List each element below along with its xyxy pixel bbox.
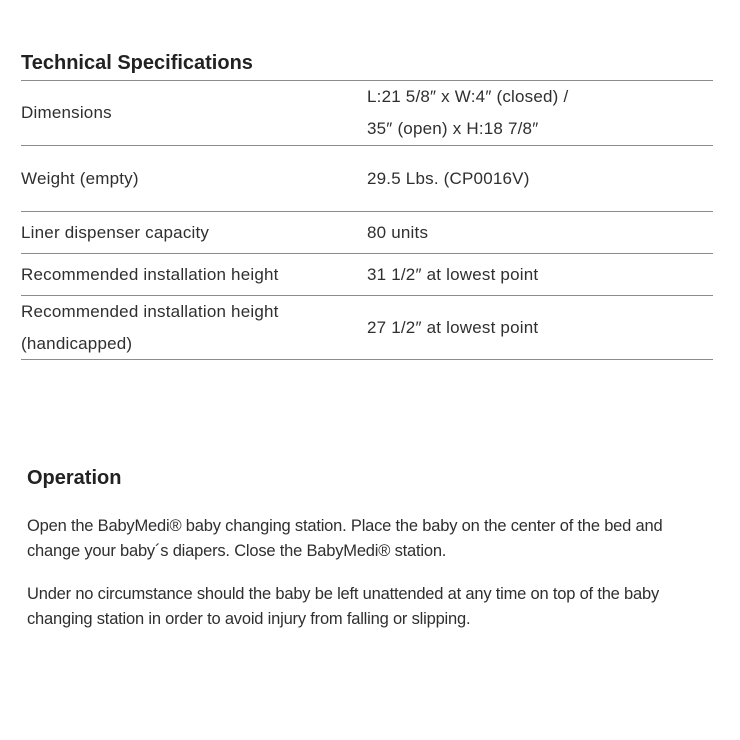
spec-value-line: 35″ (open) x H:18 7/8″: [367, 119, 539, 138]
spec-value-line: 29.5 Lbs. (CP0016V): [367, 168, 530, 188]
paragraph-line: change your baby´s diapers. Close the BabyMedi® station.: [27, 542, 447, 560]
spec-value: [367, 217, 713, 249]
spec-value-line: 31 1/2″ at lowest point: [367, 264, 539, 284]
operation-paragraph: [27, 582, 717, 632]
specs-title: Technical Specifications: [21, 50, 713, 81]
spec-value: [367, 259, 713, 291]
spec-label-line: Recommended installation height: [21, 301, 279, 321]
spec-value-line: 27 1/2″ at lowest point: [367, 317, 539, 337]
operation-section: [27, 464, 717, 650]
spec-value-line: 80 units: [367, 222, 429, 242]
paragraph-line: Under no circumstance should the baby be left unattended at any time on top of the baby: [27, 585, 660, 603]
spec-row-weight: [21, 146, 713, 212]
spec-label-line: Weight (empty): [21, 168, 139, 188]
spec-row-dimensions: [21, 81, 713, 146]
operation-title: Operation: [27, 467, 122, 489]
technical-specifications-section: [21, 50, 713, 360]
paragraph-line: Open the BabyMedi® baby changing station. Place the baby on the center of the bed and: [27, 517, 663, 535]
operation-paragraph: [27, 514, 717, 564]
spec-label-line: Liner dispenser capacity: [21, 222, 210, 242]
spec-label: [21, 259, 367, 291]
spec-label-line: (handicapped): [21, 333, 133, 353]
spec-value-line: L:21 5/8″ x W:4″ (closed) /: [367, 87, 569, 106]
spec-label: [21, 217, 367, 249]
spec-label: [21, 296, 367, 360]
paragraph-line: changing station in order to avoid injury from falling or slipping.: [27, 610, 471, 628]
spec-row-liner-capacity: [21, 212, 713, 254]
spec-row-installation-height: [21, 254, 713, 296]
spec-row-installation-height-handicapped: [21, 296, 713, 360]
spec-label: [21, 163, 367, 195]
spec-value: [367, 163, 713, 195]
spec-value: [367, 312, 713, 344]
spec-label-line: Recommended installation height: [21, 264, 279, 284]
spec-label-line: Dimensions: [21, 103, 112, 122]
spec-value: [367, 81, 713, 145]
spec-label: [21, 97, 367, 129]
